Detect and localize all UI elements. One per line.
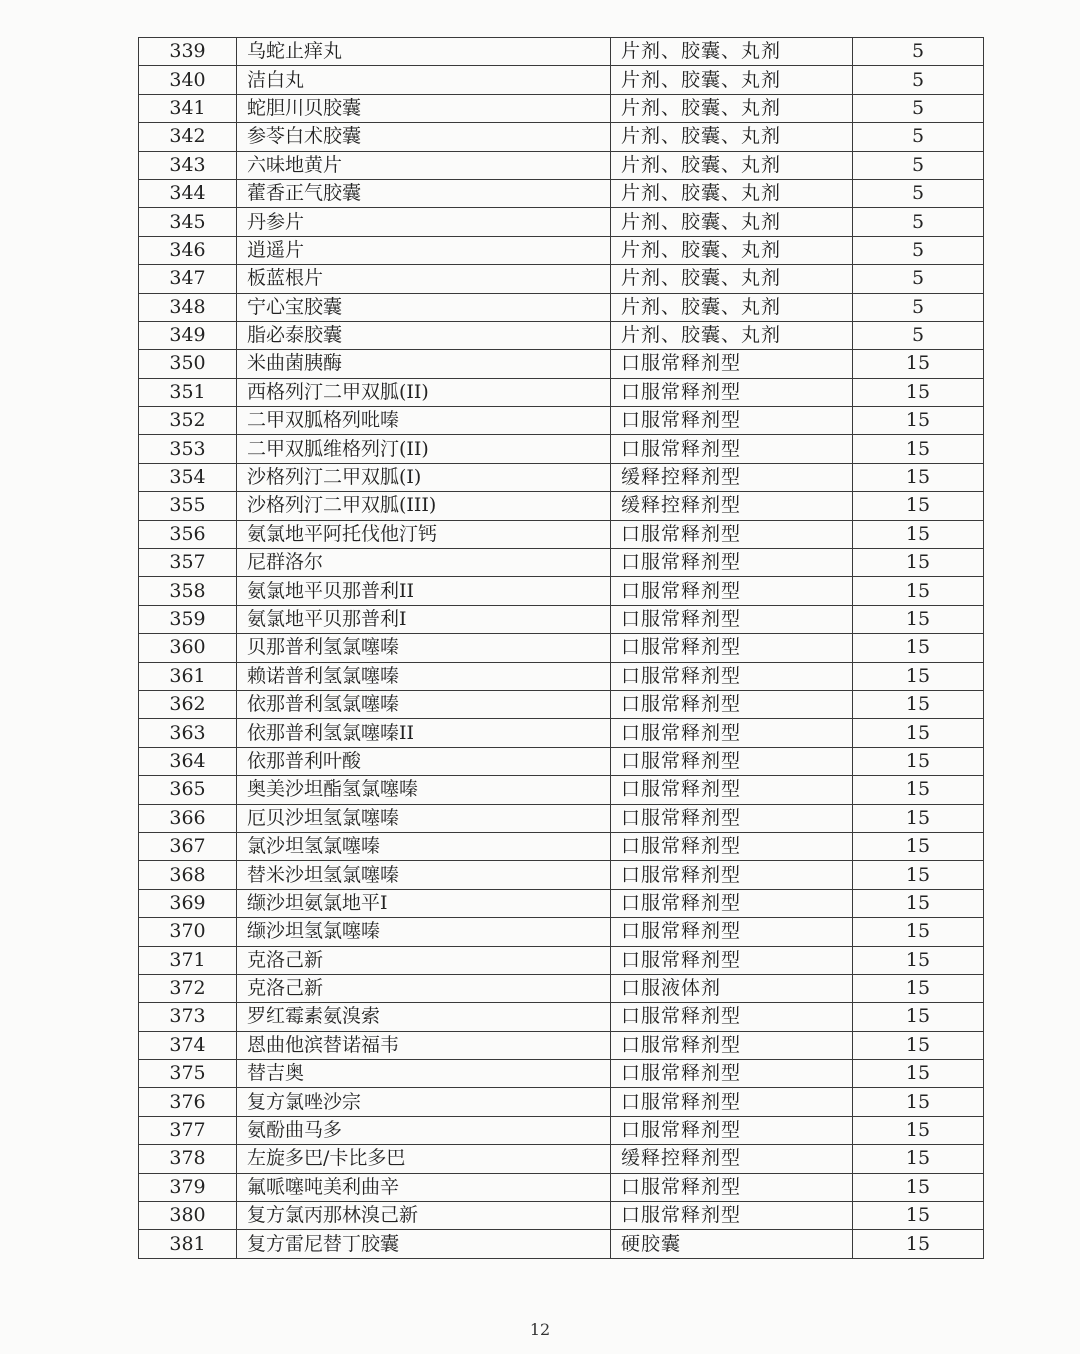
- drug-name-cell: 氨氯地平阿托伐他汀钙: [237, 520, 611, 548]
- table-row: [139, 520, 984, 548]
- quantity-cell: 5: [853, 94, 984, 122]
- dosage-form-cell: 口服常释剂型: [611, 804, 853, 832]
- dosage-form-cell: 口服常释剂型: [611, 776, 853, 804]
- drug-name-cell: 依那普利叶酸: [237, 747, 611, 775]
- row-number-cell: 350: [139, 350, 237, 378]
- drug-name-cell: 脂必泰胶囊: [237, 321, 611, 349]
- dosage-form-cell: 口服常释剂型: [611, 350, 853, 378]
- quantity-cell: 15: [853, 407, 984, 435]
- row-number-cell: 341: [139, 94, 237, 122]
- row-number-cell: 357: [139, 549, 237, 577]
- drug-name-cell: 复方氯唑沙宗: [237, 1088, 611, 1116]
- quantity-cell: 15: [853, 435, 984, 463]
- drug-name-cell: 氨酚曲马多: [237, 1116, 611, 1144]
- table-row: [139, 350, 984, 378]
- row-number-cell: 340: [139, 66, 237, 94]
- table-row: [139, 94, 984, 122]
- quantity-cell: 5: [853, 66, 984, 94]
- quantity-cell: 5: [853, 265, 984, 293]
- table-row: [139, 634, 984, 662]
- dosage-form-cell: 片剂、胶囊、丸剂: [611, 179, 853, 207]
- drug-name-cell: 氯沙坦氢氯噻嗪: [237, 832, 611, 860]
- table-row: [139, 889, 984, 917]
- quantity-cell: 15: [853, 549, 984, 577]
- page-number: 12: [529, 1320, 551, 1339]
- dosage-form-cell: 片剂、胶囊、丸剂: [611, 66, 853, 94]
- drug-name-cell: 氨氯地平贝那普利II: [237, 577, 611, 605]
- quantity-cell: 15: [853, 1202, 984, 1230]
- dosage-form-cell: 口服常释剂型: [611, 634, 853, 662]
- dosage-form-cell: 口服常释剂型: [611, 918, 853, 946]
- row-number-cell: 368: [139, 861, 237, 889]
- table-row: [139, 236, 984, 264]
- table-row: [139, 747, 984, 775]
- table-row: [139, 1003, 984, 1031]
- row-number-cell: 377: [139, 1116, 237, 1144]
- drug-name-cell: 二甲双胍格列吡嗪: [237, 407, 611, 435]
- quantity-cell: 15: [853, 1060, 984, 1088]
- quantity-cell: 15: [853, 492, 984, 520]
- row-number-cell: 373: [139, 1003, 237, 1031]
- row-number-cell: 375: [139, 1060, 237, 1088]
- drug-name-cell: 厄贝沙坦氢氯噻嗪: [237, 804, 611, 832]
- table-row: [139, 293, 984, 321]
- row-number-cell: 349: [139, 321, 237, 349]
- table-row: [139, 832, 984, 860]
- row-number-cell: 370: [139, 918, 237, 946]
- row-number-cell: 359: [139, 605, 237, 633]
- quantity-cell: 15: [853, 974, 984, 1002]
- row-number-cell: 360: [139, 634, 237, 662]
- dosage-form-cell: 口服常释剂型: [611, 1173, 853, 1201]
- dosage-form-cell: 口服常释剂型: [611, 1202, 853, 1230]
- quantity-cell: 15: [853, 776, 984, 804]
- drug-name-cell: 克洛己新: [237, 974, 611, 1002]
- drug-name-cell: 贝那普利氢氯噻嗪: [237, 634, 611, 662]
- dosage-form-cell: 口服液体剂: [611, 974, 853, 1002]
- dosage-form-cell: 缓释控释剂型: [611, 492, 853, 520]
- quantity-cell: 5: [853, 151, 984, 179]
- table-row: [139, 378, 984, 406]
- quantity-cell: 15: [853, 1088, 984, 1116]
- dosage-form-cell: 口服常释剂型: [611, 719, 853, 747]
- dosage-form-cell: 口服常释剂型: [611, 1060, 853, 1088]
- drug-name-cell: 蛇胆川贝胶囊: [237, 94, 611, 122]
- row-number-cell: 380: [139, 1202, 237, 1230]
- row-number-cell: 378: [139, 1145, 237, 1173]
- drug-name-cell: 复方雷尼替丁胶囊: [237, 1230, 611, 1258]
- table-row: [139, 1202, 984, 1230]
- drug-name-cell: 米曲菌胰酶: [237, 350, 611, 378]
- quantity-cell: 15: [853, 690, 984, 718]
- quantity-cell: 15: [853, 1116, 984, 1144]
- row-number-cell: 348: [139, 293, 237, 321]
- row-number-cell: 355: [139, 492, 237, 520]
- row-number-cell: 381: [139, 1230, 237, 1258]
- row-number-cell: 364: [139, 747, 237, 775]
- quantity-cell: 5: [853, 38, 984, 66]
- table-row: [139, 463, 984, 491]
- quantity-cell: 15: [853, 861, 984, 889]
- table-row: [139, 918, 984, 946]
- table-row: [139, 1060, 984, 1088]
- drug-name-cell: 左旋多巴/卡比多巴: [237, 1145, 611, 1173]
- drug-name-cell: 尼群洛尔: [237, 549, 611, 577]
- dosage-form-cell: 口服常释剂型: [611, 861, 853, 889]
- quantity-cell: 15: [853, 378, 984, 406]
- dosage-form-cell: 口服常释剂型: [611, 1088, 853, 1116]
- drug-name-cell: 克洛己新: [237, 946, 611, 974]
- dosage-form-cell: 口服常释剂型: [611, 1116, 853, 1144]
- table-row: [139, 407, 984, 435]
- dosage-form-cell: 口服常释剂型: [611, 407, 853, 435]
- drug-name-cell: 依那普利氢氯噻嗪: [237, 690, 611, 718]
- drug-name-cell: 缬沙坦氢氯噻嗪: [237, 918, 611, 946]
- row-number-cell: 358: [139, 577, 237, 605]
- drug-name-cell: 替米沙坦氢氯噻嗪: [237, 861, 611, 889]
- row-number-cell: 362: [139, 690, 237, 718]
- table-row: [139, 151, 984, 179]
- quantity-cell: 5: [853, 179, 984, 207]
- quantity-cell: 15: [853, 1003, 984, 1031]
- table-row: [139, 549, 984, 577]
- quantity-cell: 15: [853, 1173, 984, 1201]
- drug-name-cell: 依那普利氢氯噻嗪II: [237, 719, 611, 747]
- drug-name-cell: 沙格列汀二甲双胍(III): [237, 492, 611, 520]
- dosage-form-cell: 口服常释剂型: [611, 690, 853, 718]
- table-row: [139, 690, 984, 718]
- row-number-cell: 371: [139, 946, 237, 974]
- quantity-cell: 15: [853, 662, 984, 690]
- table-row: [139, 179, 984, 207]
- drug-name-cell: 缬沙坦氨氯地平I: [237, 889, 611, 917]
- drug-name-cell: 奥美沙坦酯氢氯噻嗪: [237, 776, 611, 804]
- table-row: [139, 435, 984, 463]
- row-number-cell: 365: [139, 776, 237, 804]
- table-row: [139, 776, 984, 804]
- dosage-form-cell: 口服常释剂型: [611, 946, 853, 974]
- dosage-form-cell: 口服常释剂型: [611, 435, 853, 463]
- quantity-cell: 5: [853, 321, 984, 349]
- dosage-form-cell: 缓释控释剂型: [611, 463, 853, 491]
- dosage-form-cell: 片剂、胶囊、丸剂: [611, 321, 853, 349]
- row-number-cell: 346: [139, 236, 237, 264]
- quantity-cell: 15: [853, 634, 984, 662]
- dosage-form-cell: 口服常释剂型: [611, 747, 853, 775]
- dosage-form-cell: 片剂、胶囊、丸剂: [611, 208, 853, 236]
- drug-name-cell: 逍遥片: [237, 236, 611, 264]
- quantity-cell: 15: [853, 350, 984, 378]
- quantity-cell: 15: [853, 918, 984, 946]
- row-number-cell: 366: [139, 804, 237, 832]
- dosage-form-cell: 口服常释剂型: [611, 832, 853, 860]
- table-row: [139, 208, 984, 236]
- row-number-cell: 343: [139, 151, 237, 179]
- drug-name-cell: 替吉奥: [237, 1060, 611, 1088]
- row-number-cell: 376: [139, 1088, 237, 1116]
- quantity-cell: 15: [853, 1145, 984, 1173]
- row-number-cell: 356: [139, 520, 237, 548]
- dosage-form-cell: 片剂、胶囊、丸剂: [611, 38, 853, 66]
- drug-name-cell: 沙格列汀二甲双胍(I): [237, 463, 611, 491]
- row-number-cell: 351: [139, 378, 237, 406]
- dosage-form-cell: 口服常释剂型: [611, 577, 853, 605]
- dosage-form-cell: 片剂、胶囊、丸剂: [611, 94, 853, 122]
- drug-name-cell: 板蓝根片: [237, 265, 611, 293]
- quantity-cell: 15: [853, 719, 984, 747]
- quantity-cell: 5: [853, 293, 984, 321]
- row-number-cell: 354: [139, 463, 237, 491]
- quantity-cell: 5: [853, 123, 984, 151]
- dosage-form-cell: 硬胶囊: [611, 1230, 853, 1258]
- row-number-cell: 345: [139, 208, 237, 236]
- table-row: [139, 804, 984, 832]
- table-row: [139, 265, 984, 293]
- drug-name-cell: 氨氯地平贝那普利I: [237, 605, 611, 633]
- dosage-form-cell: 缓释控释剂型: [611, 1145, 853, 1173]
- table-row: [139, 1173, 984, 1201]
- drug-name-cell: 宁心宝胶囊: [237, 293, 611, 321]
- row-number-cell: 367: [139, 832, 237, 860]
- dosage-form-cell: 口服常释剂型: [611, 605, 853, 633]
- quantity-cell: 15: [853, 889, 984, 917]
- table-row: [139, 1145, 984, 1173]
- dosage-form-cell: 口服常释剂型: [611, 1003, 853, 1031]
- table-row: [139, 974, 984, 1002]
- table-row: [139, 123, 984, 151]
- table-row: [139, 861, 984, 889]
- dosage-form-cell: 口服常释剂型: [611, 378, 853, 406]
- row-number-cell: 353: [139, 435, 237, 463]
- row-number-cell: 374: [139, 1031, 237, 1059]
- dosage-form-cell: 口服常释剂型: [611, 520, 853, 548]
- row-number-cell: 344: [139, 179, 237, 207]
- dosage-form-cell: 片剂、胶囊、丸剂: [611, 236, 853, 264]
- table-row: [139, 605, 984, 633]
- quantity-cell: 15: [853, 1031, 984, 1059]
- drug-name-cell: 二甲双胍维格列汀(II): [237, 435, 611, 463]
- quantity-cell: 15: [853, 520, 984, 548]
- drug-name-cell: 罗红霉素氨溴索: [237, 1003, 611, 1031]
- quantity-cell: 15: [853, 747, 984, 775]
- drug-name-cell: 丹参片: [237, 208, 611, 236]
- table-body: [139, 38, 984, 1259]
- quantity-cell: 15: [853, 832, 984, 860]
- table-row: [139, 719, 984, 747]
- table-row: [139, 662, 984, 690]
- quantity-cell: 15: [853, 1230, 984, 1258]
- row-number-cell: 372: [139, 974, 237, 1002]
- drug-name-cell: 藿香正气胶囊: [237, 179, 611, 207]
- row-number-cell: 361: [139, 662, 237, 690]
- row-number-cell: 379: [139, 1173, 237, 1201]
- table-row: [139, 1088, 984, 1116]
- table-row: [139, 1230, 984, 1258]
- drug-name-cell: 赖诺普利氢氯噻嗪: [237, 662, 611, 690]
- table-row: [139, 946, 984, 974]
- quantity-cell: 15: [853, 605, 984, 633]
- row-number-cell: 347: [139, 265, 237, 293]
- dosage-form-cell: 片剂、胶囊、丸剂: [611, 123, 853, 151]
- drug-name-cell: 洁白丸: [237, 66, 611, 94]
- dosage-form-cell: 口服常释剂型: [611, 549, 853, 577]
- dosage-form-cell: 片剂、胶囊、丸剂: [611, 151, 853, 179]
- table-row: [139, 321, 984, 349]
- quantity-cell: 5: [853, 236, 984, 264]
- dosage-form-cell: 片剂、胶囊、丸剂: [611, 265, 853, 293]
- table-row: [139, 1031, 984, 1059]
- row-number-cell: 352: [139, 407, 237, 435]
- quantity-cell: 15: [853, 804, 984, 832]
- drug-name-cell: 参苓白术胶囊: [237, 123, 611, 151]
- drug-name-cell: 恩曲他滨替诺福韦: [237, 1031, 611, 1059]
- quantity-cell: 5: [853, 208, 984, 236]
- table-row: [139, 38, 984, 66]
- dosage-form-cell: 口服常释剂型: [611, 889, 853, 917]
- drug-name-cell: 氟哌噻吨美利曲辛: [237, 1173, 611, 1201]
- quantity-cell: 15: [853, 946, 984, 974]
- table-row: [139, 492, 984, 520]
- drug-name-cell: 乌蛇止痒丸: [237, 38, 611, 66]
- dosage-form-cell: 口服常释剂型: [611, 1031, 853, 1059]
- drug-name-cell: 复方氯丙那林溴己新: [237, 1202, 611, 1230]
- drug-name-cell: 六味地黄片: [237, 151, 611, 179]
- row-number-cell: 369: [139, 889, 237, 917]
- quantity-cell: 15: [853, 577, 984, 605]
- row-number-cell: 363: [139, 719, 237, 747]
- table-row: [139, 66, 984, 94]
- drug-table: [138, 37, 984, 1259]
- quantity-cell: 15: [853, 463, 984, 491]
- dosage-form-cell: 片剂、胶囊、丸剂: [611, 293, 853, 321]
- table-row: [139, 577, 984, 605]
- row-number-cell: 342: [139, 123, 237, 151]
- drug-name-cell: 西格列汀二甲双胍(II): [237, 378, 611, 406]
- dosage-form-cell: 口服常释剂型: [611, 662, 853, 690]
- table-row: [139, 1116, 984, 1144]
- row-number-cell: 339: [139, 38, 237, 66]
